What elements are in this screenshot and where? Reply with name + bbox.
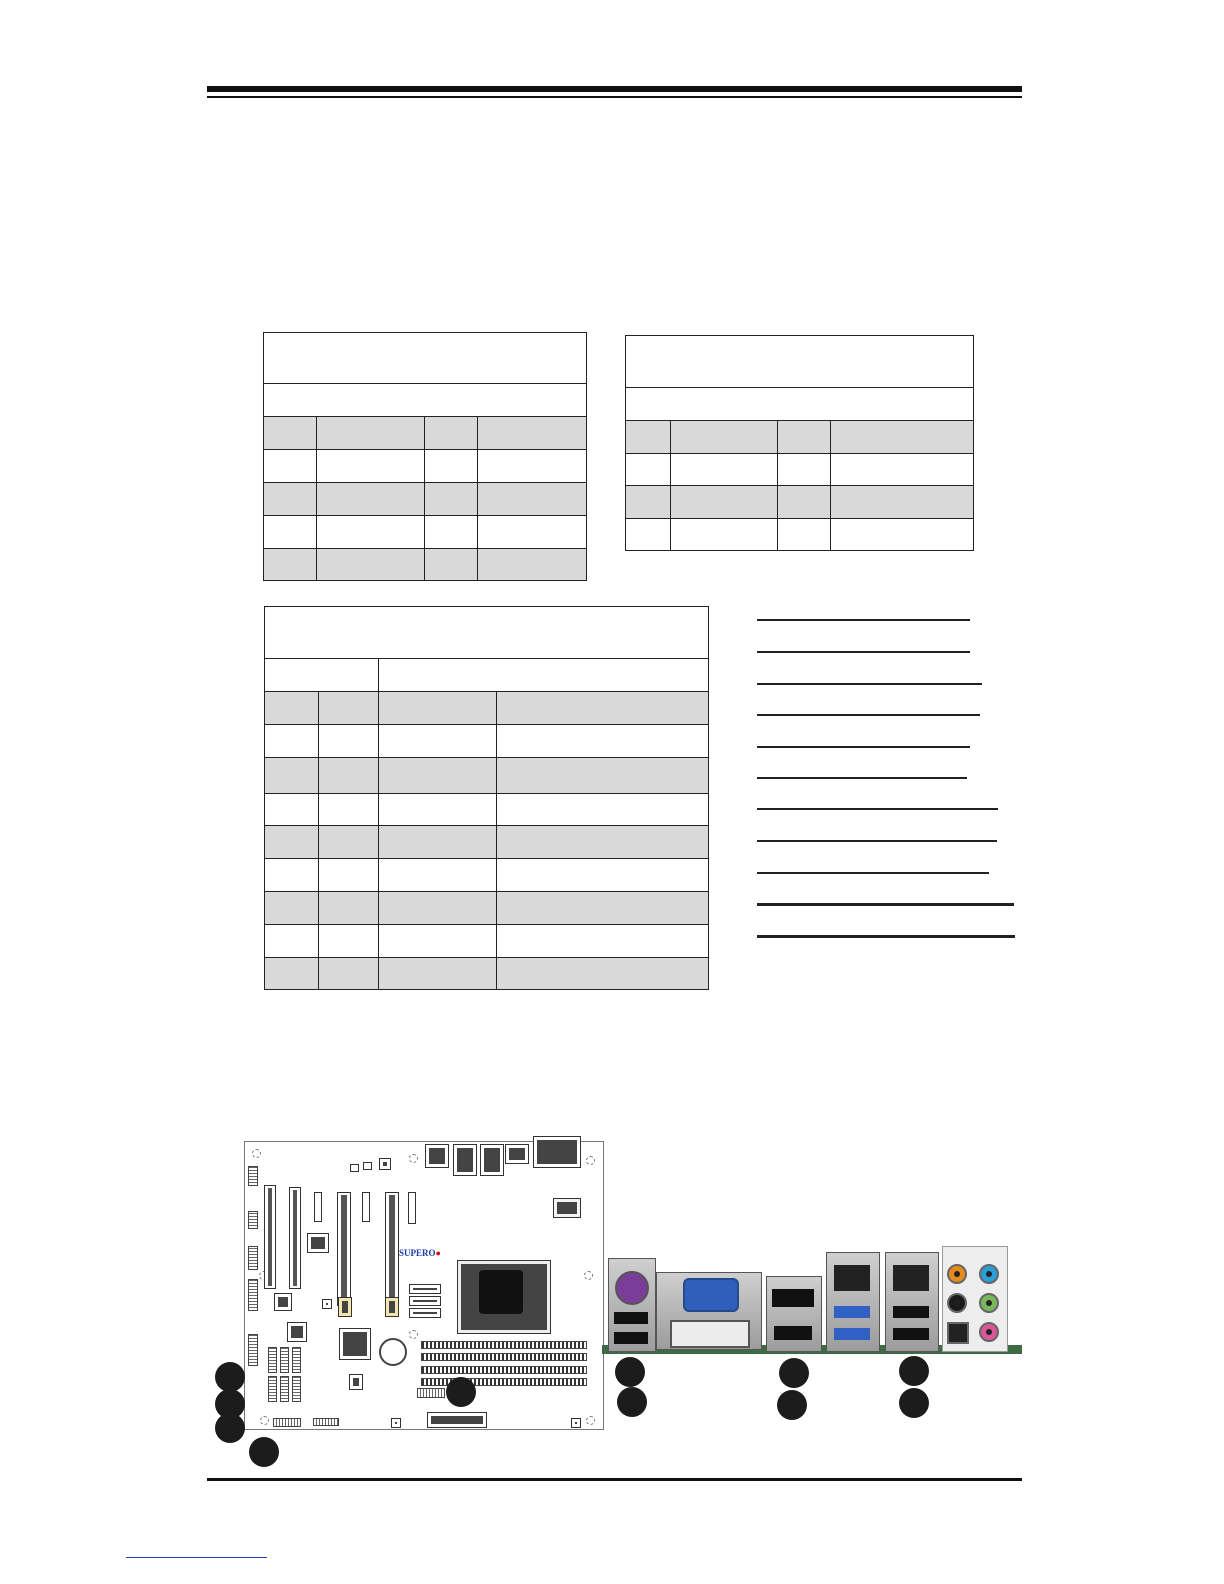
usb2-port-icon [893, 1328, 929, 1340]
pin-header [248, 1246, 258, 1270]
table-title-cell [264, 333, 587, 384]
audio-jack-icon [947, 1293, 967, 1313]
ps2-port-icon [615, 1271, 649, 1305]
audio-jack-icon [947, 1264, 967, 1284]
callout-marker [446, 1377, 476, 1407]
dp-hdmi-stack [766, 1276, 822, 1352]
ic-chip [307, 1233, 329, 1253]
pin-header [248, 1166, 258, 1186]
rear-connector-block [480, 1144, 504, 1176]
pin-header [313, 1418, 339, 1426]
memory-small-slot [409, 1296, 441, 1306]
ic-chip [322, 1299, 332, 1309]
table-row [626, 454, 974, 486]
table-row [626, 519, 974, 551]
dimm-slot [421, 1341, 587, 1349]
pin-header [248, 1279, 258, 1311]
pcie-slot [314, 1192, 322, 1222]
legend-line [757, 619, 970, 621]
callout-marker [779, 1358, 809, 1388]
pcie-slot [337, 1192, 351, 1306]
slot-latch [385, 1297, 399, 1317]
lan-port-icon [893, 1265, 929, 1291]
table-subheader-right [379, 659, 709, 692]
displayport-icon [772, 1289, 814, 1307]
dimm-slot [421, 1366, 587, 1374]
pin-header [248, 1334, 258, 1366]
dimm-slot [421, 1353, 587, 1361]
slot-latch [338, 1297, 352, 1317]
callout-marker [899, 1388, 929, 1418]
pcie-slot [385, 1192, 399, 1306]
usb2-port-icon [614, 1332, 648, 1344]
power-connector [553, 1198, 581, 1218]
cpu-socket-core [479, 1270, 523, 1314]
callout-marker [777, 1390, 807, 1420]
logo-mark-icon: ● [435, 1248, 441, 1258]
memory-small-slot [409, 1308, 441, 1318]
table-row [265, 958, 709, 990]
table-row [265, 859, 709, 892]
spec-table-3 [264, 606, 709, 990]
mounting-hole [586, 1156, 595, 1165]
usb2-port-icon [893, 1306, 929, 1318]
legend-line [757, 872, 989, 874]
optical-spdif-icon [947, 1322, 969, 1344]
sata-connector [268, 1376, 277, 1402]
pin-header [417, 1388, 445, 1398]
dimm-slot [421, 1378, 587, 1386]
legend-line [757, 714, 980, 716]
jumper [350, 1164, 359, 1172]
callout-marker [899, 1356, 929, 1386]
rear-connector-block [425, 1144, 449, 1168]
table-row [264, 516, 587, 549]
callout-marker [215, 1362, 245, 1392]
table-subtitle-cell [264, 384, 587, 417]
rear-connector-block [505, 1144, 529, 1164]
rear-connector-block [533, 1136, 581, 1168]
table-row [265, 826, 709, 859]
mounting-hole [252, 1149, 261, 1158]
legend-line [757, 840, 997, 842]
sata-connector [268, 1347, 277, 1373]
callout-marker [617, 1387, 647, 1417]
footer-link-underline[interactable] [126, 1557, 267, 1558]
top-thick-rule [207, 86, 1022, 92]
hdmi-port-icon [774, 1326, 812, 1340]
usb3-port-icon [834, 1328, 870, 1340]
legend-line [757, 683, 982, 685]
usb2-port-icon [614, 1312, 648, 1324]
table-row [265, 794, 709, 826]
table-row [264, 549, 587, 581]
dvi-port-icon [670, 1320, 750, 1348]
battery [379, 1338, 407, 1366]
legend-line [757, 808, 998, 810]
spec-table-2 [625, 335, 974, 551]
bottom-rule [207, 1478, 1022, 1481]
table-row [265, 892, 709, 925]
usb3-port-icon [834, 1306, 870, 1318]
sata-connector [280, 1347, 289, 1373]
table-row [264, 450, 587, 483]
pin-header [248, 1211, 258, 1229]
mounting-hole [409, 1330, 418, 1339]
table-row [264, 417, 587, 450]
table-subheader-left [265, 659, 379, 692]
legend-line [757, 935, 1015, 938]
mounting-hole [409, 1154, 418, 1163]
lan-port-icon [834, 1265, 870, 1291]
legend-line [757, 903, 1014, 906]
sata-connector [280, 1376, 289, 1402]
jumper [391, 1418, 401, 1428]
spec-table-1 [263, 332, 587, 581]
ic-chip [339, 1328, 371, 1360]
jumper [571, 1418, 581, 1428]
ic-chip [274, 1293, 292, 1311]
pcie-slot [289, 1187, 301, 1289]
table-row [626, 421, 974, 454]
motherboard-layout-diagram [244, 1141, 604, 1430]
table-row [265, 758, 709, 794]
vga-port-icon [683, 1278, 739, 1312]
pcie-slot [362, 1192, 370, 1222]
table-title-cell [265, 607, 709, 659]
audio-jack-icon [979, 1264, 999, 1284]
table-title-cell [626, 336, 974, 388]
jumper [379, 1158, 391, 1170]
table-row [626, 486, 974, 519]
memory-small-slot [409, 1284, 441, 1294]
board-logo [399, 1248, 441, 1258]
pcie-slot [408, 1192, 416, 1224]
ic-chip [427, 1412, 487, 1428]
ic-chip [287, 1322, 307, 1342]
audio-jack-icon [979, 1293, 999, 1313]
jumper [363, 1162, 372, 1170]
sata-connector [292, 1376, 301, 1402]
table-row [265, 692, 709, 725]
table-row [264, 483, 587, 516]
pcie-slot [264, 1185, 276, 1289]
top-thin-rule [207, 96, 1022, 98]
sata-connector [292, 1347, 301, 1373]
jumper [349, 1374, 363, 1390]
table-row [265, 925, 709, 958]
pin-header [273, 1418, 301, 1427]
legend-line [757, 651, 970, 653]
callout-marker [249, 1437, 279, 1467]
mounting-hole [260, 1416, 269, 1425]
legend-line [757, 777, 967, 779]
mounting-hole [586, 1416, 595, 1425]
callout-marker [215, 1413, 245, 1443]
legend-line [757, 746, 970, 748]
table-row [265, 725, 709, 758]
audio-jack-icon [979, 1322, 999, 1342]
table-subtitle-cell [626, 388, 974, 421]
board-logo-text: SUPERO [399, 1248, 436, 1258]
rear-connector-block [453, 1144, 477, 1176]
mounting-hole [584, 1271, 593, 1280]
callout-marker [615, 1357, 645, 1387]
